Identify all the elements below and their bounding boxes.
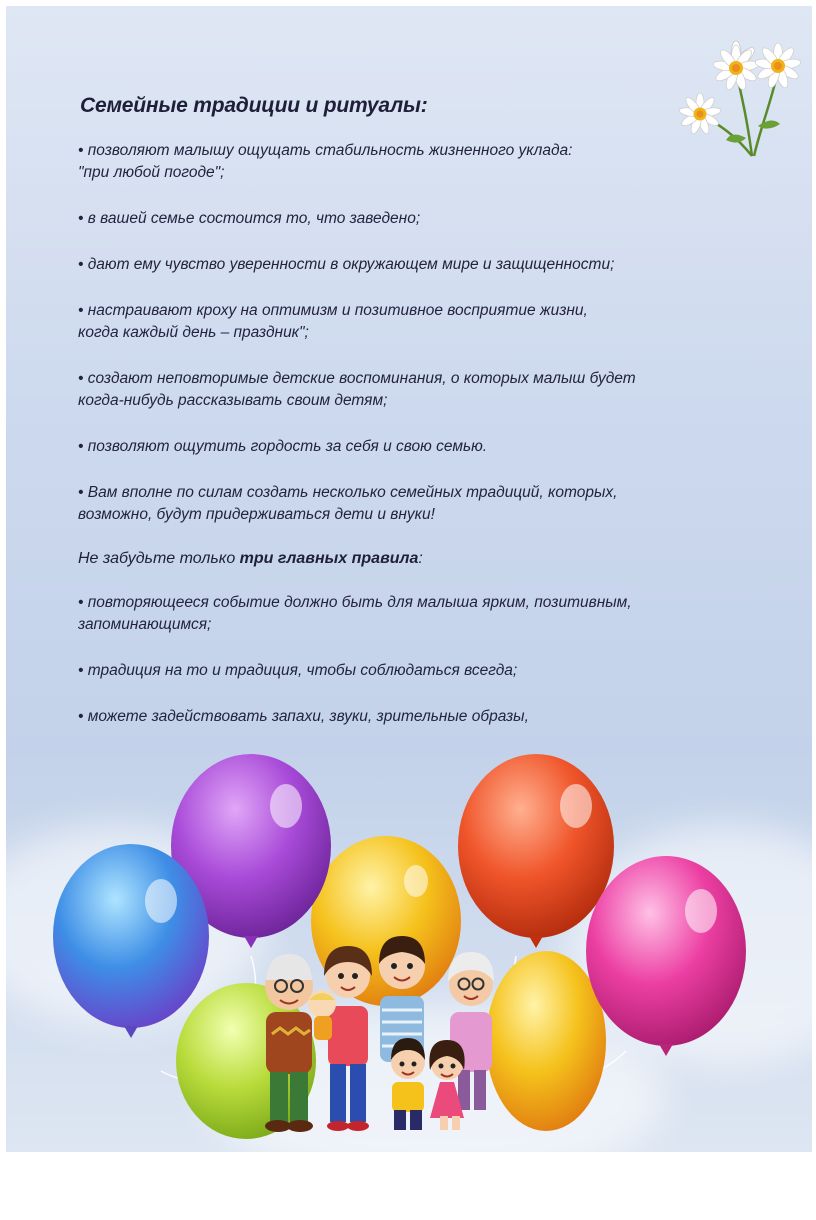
traditions-list-top	[78, 140, 778, 526]
list-item	[78, 140, 778, 184]
list-item-line: когда каждый день – праздник";	[78, 324, 309, 341]
list-item-line: • можете задействовать запахи, звуки, зрительные образы,	[78, 708, 529, 725]
list-item	[78, 300, 778, 344]
list-item-line: когда-нибудь рассказывать своим детям;	[78, 392, 388, 409]
rules-intro-text: Не забудьте только	[78, 550, 240, 567]
rules-intro	[78, 550, 778, 568]
rules-list	[78, 592, 778, 728]
list-item-line: запоминающимся;	[78, 616, 212, 633]
list-item	[78, 254, 778, 276]
list-item	[78, 660, 778, 682]
poster	[6, 6, 812, 1152]
text-content	[78, 94, 778, 752]
list-item-line: "при любой погоде";	[78, 164, 225, 181]
list-item-line: • в вашей семье состоится то, что заведено;	[78, 210, 421, 227]
page-title: Семейные традиции и ритуалы:	[80, 94, 428, 117]
list-item	[78, 592, 778, 636]
list-item-line: • настраивают кроху на оптимизм и позитивное восприятие жизни,	[78, 302, 588, 319]
list-item-line: • создают неповторимые детские воспоминания, о которых малыш будет	[78, 370, 636, 387]
list-item-line: • Вам вполне по силам создать несколько семейных традиций, которых,	[78, 484, 618, 501]
list-item-line: • позволяют малышу ощущать стабильность жизненного уклада:	[78, 142, 573, 159]
list-item-line: • дают ему чувство уверенности в окружающем мире и защищенности;	[78, 256, 615, 273]
list-item	[78, 706, 778, 728]
cartoon-family-image	[244, 924, 544, 1144]
list-item-line: • традиция на то и традиция, чтобы соблюдаться всегда;	[78, 662, 518, 679]
list-item	[78, 368, 778, 412]
list-item-line: • позволяют ощутить гордость за себя и свою семью.	[78, 438, 488, 455]
rules-intro-bold: три главных правила	[239, 550, 419, 567]
list-item	[78, 482, 778, 526]
list-item-line: возможно, будут придерживаться дети и внуки!	[78, 506, 435, 523]
rules-intro-punct: :	[418, 550, 423, 567]
list-item-line: • повторяющееся событие должно быть для малыша ярким, позитивным,	[78, 594, 632, 611]
list-item	[78, 436, 778, 458]
list-item	[78, 208, 778, 230]
